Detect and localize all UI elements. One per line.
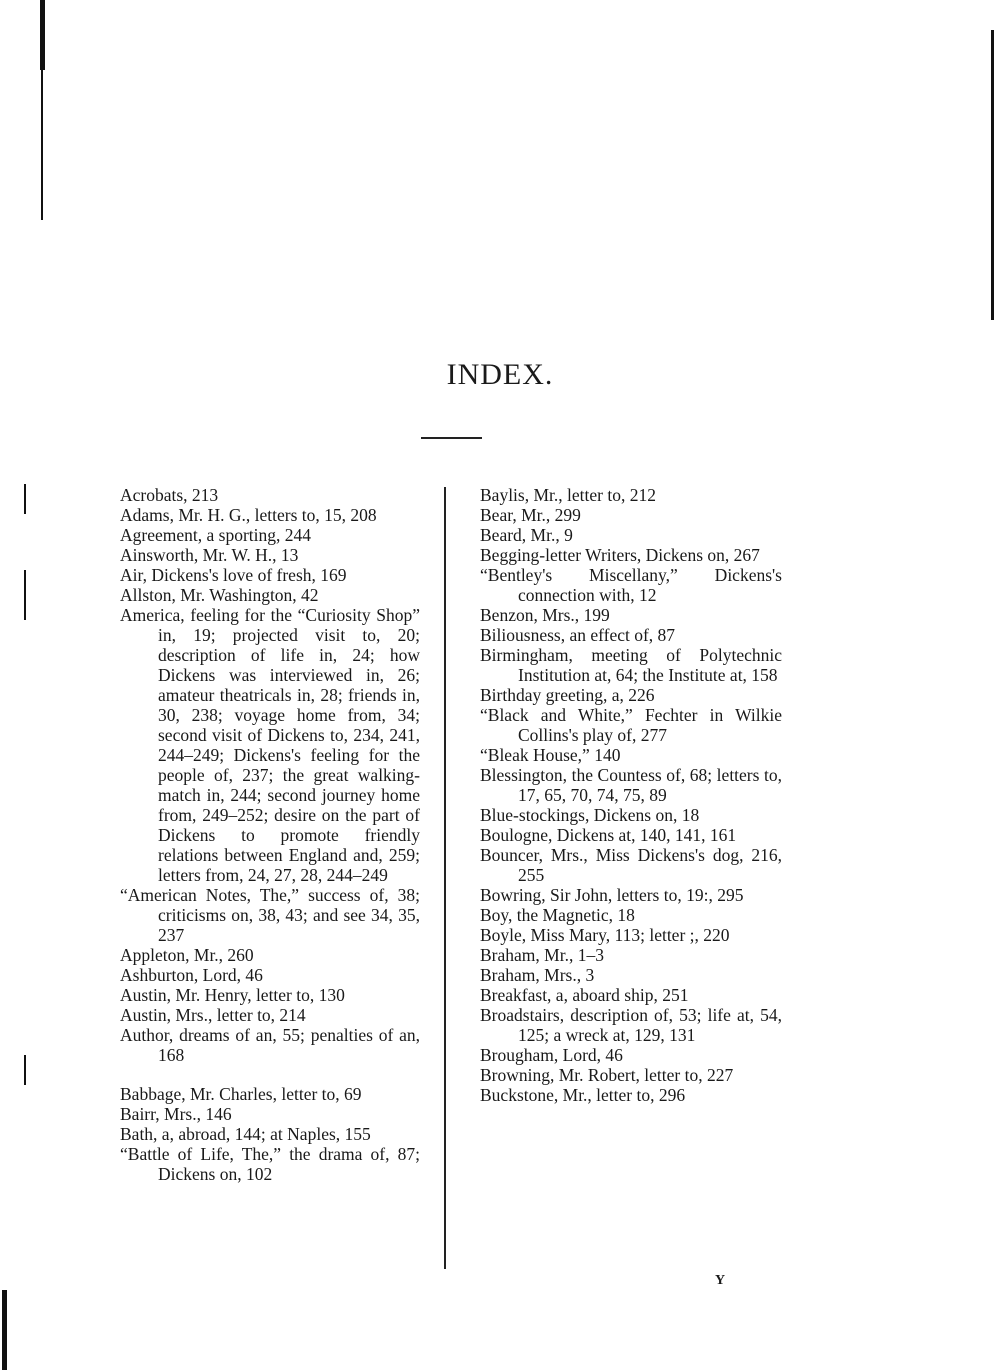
index-entry: Bouncer, Mrs., Miss Dickens's dog, 216, 255 [480, 845, 782, 885]
index-entry: Begging-letter Writers, Dickens on, 267 [480, 545, 760, 565]
index-entry: Babbage, Mr. Charles, letter to, 69 [120, 1084, 362, 1104]
margin-tick-3 [24, 1055, 26, 1085]
index-entry: Acrobats, 213 [120, 485, 219, 505]
index-entry: Boulogne, Dickens at, 140, 141, 161 [480, 825, 737, 845]
index-entry: Bowring, Sir John, letters to, 19:, 295 [480, 885, 744, 905]
index-column-left [120, 485, 420, 1184]
scan-edge-right [991, 30, 994, 320]
scan-edge-bottom-left [2, 1290, 7, 1370]
index-entry: Agreement, a sporting, 244 [120, 525, 311, 545]
index-entry: Browning, Mr. Robert, letter to, 227 [480, 1065, 734, 1085]
index-entry: Braham, Mrs., 3 [480, 965, 595, 985]
index-entry: Buckstone, Mr., letter to, 296 [480, 1085, 686, 1105]
title-rule [421, 437, 482, 439]
index-entry: Austin, Mrs., letter to, 214 [120, 1005, 306, 1025]
index-entry: Air, Dickens's love of fresh, 169 [120, 565, 347, 585]
index-entry: Adams, Mr. H. G., letters to, 15, 208 [120, 505, 377, 525]
index-entry: Bear, Mr., 299 [480, 505, 581, 525]
index-entry: “Battle of Life, The,” the drama of, 87; Dickens on, 102 [120, 1144, 420, 1184]
index-entry: Bath, a, abroad, 144; at Naples, 155 [120, 1124, 371, 1144]
index-entry: Birthday greeting, a, 226 [480, 685, 655, 705]
index-entry: Blessington, the Countess of, 68; letters to, 17, 65, 70, 74, 75, 89 [480, 765, 782, 805]
signature-mark: Y [715, 1273, 726, 1288]
index-entry: Benzon, Mrs., 199 [480, 605, 610, 625]
index-entry: Birmingham, meeting of Polytechnic Institution at, 64; the Institute at, 158 [480, 645, 782, 685]
index-entry: “American Notes, The,” success of, 38; criticisms on, 38, 43; and see 34, 35, 237 [120, 885, 420, 945]
index-entry: Breakfast, a, aboard ship, 251 [480, 985, 689, 1005]
index-entry: Austin, Mr. Henry, letter to, 130 [120, 985, 345, 1005]
index-entry: America, feeling for the “Curiosity Shop” in, 19; projected visit to, 20; description of life in, 24; how Dickens was interviewed in, 26; amateur theatricals in, 28; friends in, 30, 238; voyage home from, 34; second visit of Dickens to, 234, 241, 244–249; Dickens's feeling for the people of, 237; the great walking-match in, 244; second journey home from, 249–252; desire on the part of Dickens to promote friendly relations between England and, 259; letters from, 24, 27, 28, 244–249 [120, 605, 420, 885]
index-entry: “Bleak House,” 140 [480, 745, 621, 765]
scan-edge-left-thin [41, 70, 43, 220]
index-entry: “Black and White,” Fechter in Wilkie Collins's play of, 277 [480, 705, 782, 745]
scan-edge-left [40, 0, 45, 70]
index-entry: Ainsworth, Mr. W. H., 13 [120, 545, 299, 565]
index-entry: Braham, Mr., 1–3 [480, 945, 604, 965]
index-entry: Boyle, Miss Mary, 113; letter ;, 220 [480, 925, 730, 945]
index-entry: “Bentley's Miscellany,” Dickens's connection with, 12 [480, 565, 782, 605]
index-column-right [480, 485, 782, 1105]
index-entry: Broadstairs, description of, 53; life at, 54, 125; a wreck at, 129, 131 [480, 1005, 782, 1045]
index-entry: Blue-stockings, Dickens on, 18 [480, 805, 700, 825]
index-entry: Baylis, Mr., letter to, 212 [480, 485, 656, 505]
index-entry: Appleton, Mr., 260 [120, 945, 254, 965]
index-entry: Bairr, Mrs., 146 [120, 1104, 232, 1124]
index-entry: Allston, Mr. Washington, 42 [120, 585, 319, 605]
section-gap [120, 1065, 420, 1084]
index-entry: Boy, the Magnetic, 18 [480, 905, 635, 925]
index-entry: Beard, Mr., 9 [480, 525, 573, 545]
page-title: INDEX. [446, 358, 554, 391]
margin-tick-2 [24, 570, 26, 620]
column-divider [444, 487, 446, 1269]
margin-tick-1 [24, 484, 26, 514]
index-entry: Ashburton, Lord, 46 [120, 965, 263, 985]
index-entry: Biliousness, an effect of, 87 [480, 625, 676, 645]
index-entry: Author, dreams of an, 55; penalties of an, 168 [120, 1025, 420, 1065]
index-entry: Brougham, Lord, 46 [480, 1045, 623, 1065]
